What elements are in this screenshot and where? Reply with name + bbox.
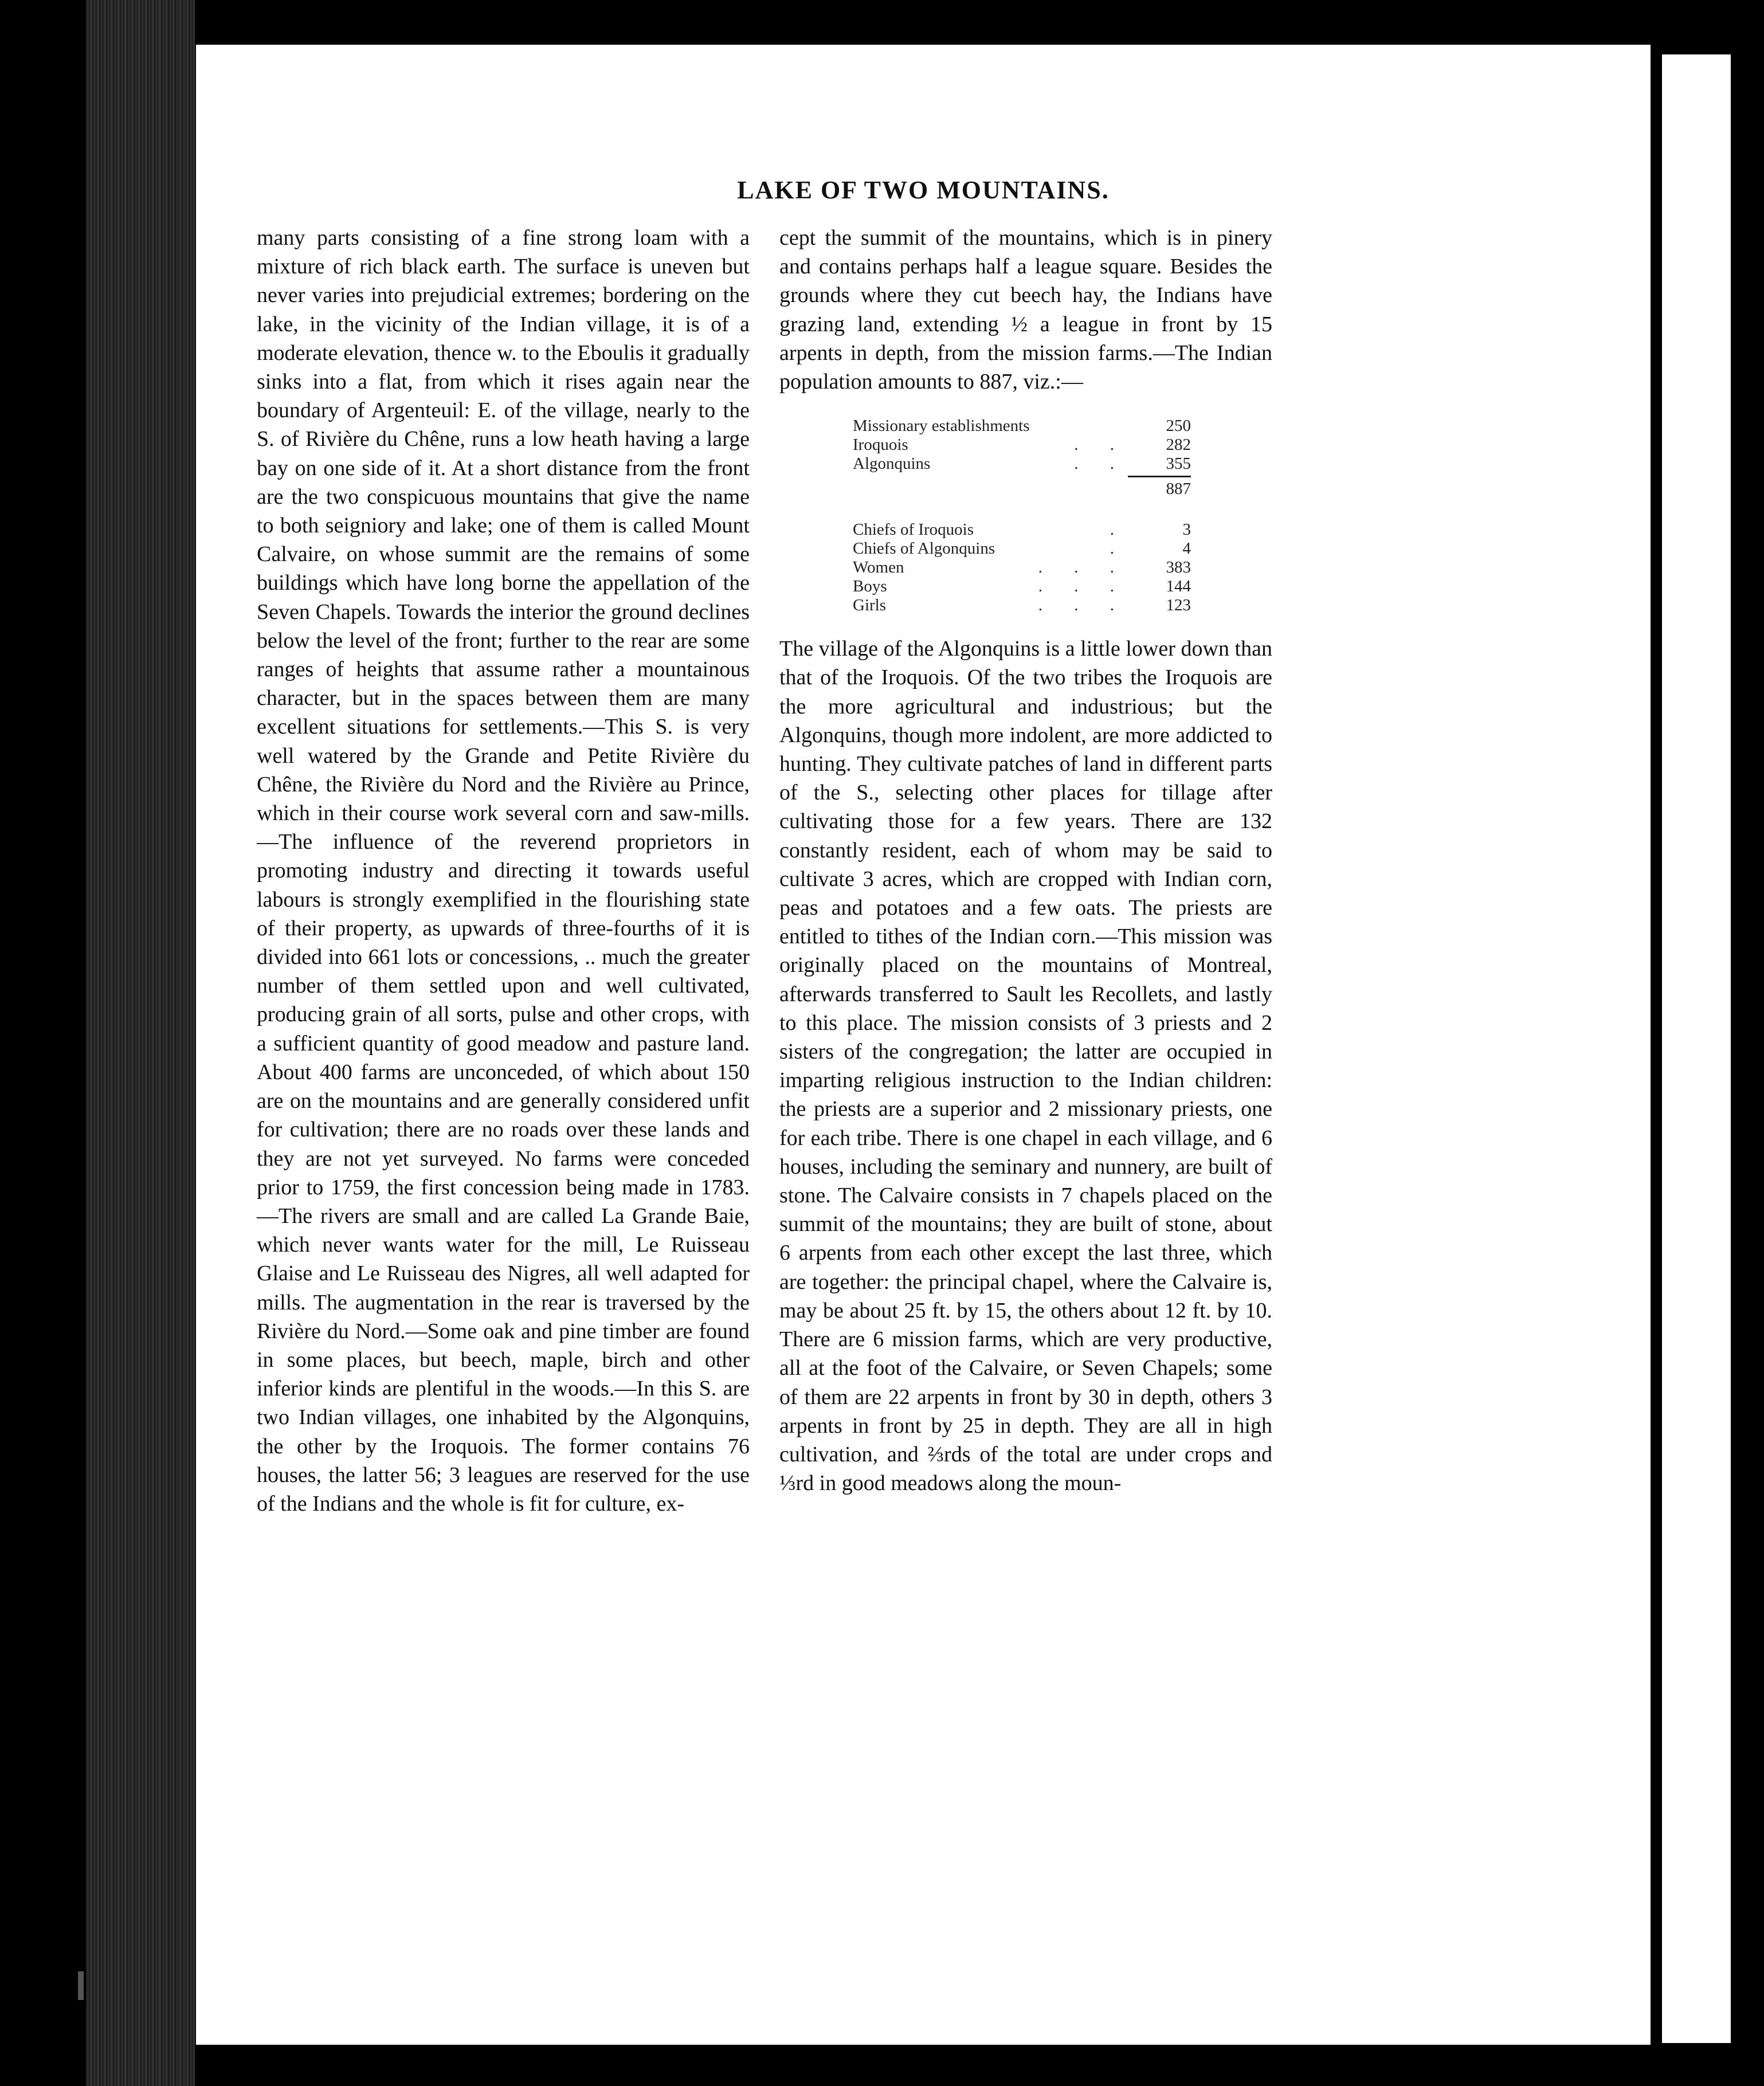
row-label: Algonquins xyxy=(853,454,931,473)
table-row xyxy=(853,577,1191,596)
table-row xyxy=(853,417,1191,436)
table-row xyxy=(853,596,1191,615)
row-value: 4 xyxy=(1182,539,1191,558)
row-label: Chiefs of Algonquins xyxy=(853,539,995,558)
sum-rule xyxy=(1128,476,1191,477)
table-row xyxy=(853,520,1191,539)
next-page-edge xyxy=(1662,54,1731,2043)
right-text-column xyxy=(779,223,1272,1497)
row-value: 123 xyxy=(1166,596,1191,615)
row-value: 3 xyxy=(1182,520,1191,539)
leader-dots: . . xyxy=(1074,454,1128,473)
paragraph: The village of the Algonquins is a little lower down than that of the Iroquois. Of the two tribes the Iroquois are the more agricultural and industrious; but the Algonquins, though more indolent, are more addicted to hunting. They cultivate patches of land in different parts of the S., selecting other places for tillage after cultivating those for a few years. There are 132 constantly resident, each of whom may be said to cultivate 3 acres, which are cropped with Indian corn, peas and potatoes and a few oats. The priests are entitled to tithes of the Indian corn.—This mission was originally placed on the mountains of Montreal, afterwards transferred to Sault les Recollets, and lastly to this place. The mission consists of 3 priests and 2 sisters of the congregation; the latter are occupied in imparting religious instruction to the Indian children: the priests are a superior and 2 missionary priests, one for each tribe. There is one chapel in each village, and 6 houses, including the seminary and nunnery, are built of stone. The Calvaire consists in 7 chapels placed on the summit of the mountains; they are built of stone, about 6 arpents from each other except the last three, which are together: the principal chapel, where the Calvaire is, may be about 25 ft. by 15, the others about 12 ft. by 10. There are 6 mission farms, which are very productive, all at the foot of the Calvaire, or Seven Chapels; some of them are 22 arpents in front by 30 in depth, others 3 arpents in front by 25 in depth. They are all in high cultivation, and ⅔rds of the total are under crops and ⅓rd in good meadows along the moun- xyxy=(779,637,1272,1496)
book-binding-edge xyxy=(86,0,195,2086)
leader-dots: . . . xyxy=(1038,577,1128,596)
table-row xyxy=(853,558,1191,577)
total-value: 887 xyxy=(1166,480,1191,499)
row-label: Women xyxy=(853,558,904,577)
running-head: LAKE OF TWO MOUNTAINS. xyxy=(737,176,1110,204)
row-label: Boys xyxy=(853,577,887,596)
leader-dots: . xyxy=(1110,520,1128,539)
leader-dots: . xyxy=(1110,539,1128,558)
table-row xyxy=(853,436,1191,454)
table-total-row xyxy=(853,480,1191,499)
population-table xyxy=(853,417,1272,615)
row-label: Missionary establishments xyxy=(853,417,1030,436)
leader-dots: . . xyxy=(1074,436,1128,454)
leader-dots: . . . xyxy=(1038,558,1128,577)
table-row xyxy=(853,539,1191,558)
paragraph: many parts consisting of a fine strong loam with a mixture of rich black earth. The surface is uneven but never varies into prejudicial extremes; bordering on the lake, in the vicinity of the Indian village, it is of a moderate elevation, thence w. to the Eboulis it gradually sinks into a flat, from which it rises again near the boundary of Argenteuil: E. of the village, nearly to the S. of Rivière du Chêne, runs a low heath having a large bay on one side of it. At a short distance from the front are the two conspicuous mountains that give the name to both seigniory and lake; one of them is called Mount Calvaire, on whose summit are the remains of some buildings which have long borne the appellation of the Seven Chapels. Towards the interior the ground declines below the level of the front; further to the rear are some ranges of heights that assume rather a mountainous character, but in the spaces between them are many excellent situations for settlements.—This S. is very well watered by the Grande and Petite Rivière du Chêne, the Rivière du Nord and the Rivière au Prince, which in their course work several corn and saw-mills.—The influence of the reverend proprietors in promoting industry and directing it towards useful labours is strongly exemplified in the flourishing state of their property, as upwards of three-fourths of it is divided into 661 lots or concessions, .. much the greater number of them settled upon and well cultivated, producing grain of all sorts, pulse and other crops, with a sufficient quantity of good meadow and pasture land. About 400 farms are unconceded, of which about 150 are on the mountains and are generally considered unfit for cultivation; there are no roads over these lands and they are not yet surveyed. No farms were conceded prior to 1759, the first concession being made in 1783.—The rivers are small and are called La Grande Baie, which never wants water for the mill, Le Ruisseau Glaise and Le Ruisseau des Nigres, all well adapted for mills. The augmentation in the rear is traversed by the Rivière du Nord.—Some oak and pine timber are found in some places, but beech, maple, birch and other inferior kinds are plentiful in the woods.—In this S. are two Indian villages, one inhabited by the Algonquins, the other by the Iroquois. The former contains 76 houses, the latter 56; 3 leagues are reserved for the use of the Indians and the whole is fit for culture, ex- xyxy=(257,226,750,1516)
row-value: 383 xyxy=(1166,558,1191,577)
row-value: 144 xyxy=(1166,577,1191,596)
paragraph: cept the summit of the mountains, which is in pinery and contains perhaps half a league square. Besides the grounds where they cut beech hay, the Indians have grazing land, extending ½ a league in front by 15 arpents in depth, from the mission farms.—The Indian population amounts to 887, viz.:— xyxy=(779,226,1272,394)
row-label: Girls xyxy=(853,596,886,615)
row-label: Iroquois xyxy=(853,436,908,454)
binding-mark xyxy=(78,1971,84,2000)
table-row xyxy=(853,454,1191,473)
leader-dots: . . . xyxy=(1038,596,1128,615)
left-text-column xyxy=(257,223,750,1518)
row-value: 282 xyxy=(1166,436,1191,454)
row-value: 250 xyxy=(1166,417,1191,436)
row-label: Chiefs of Iroquois xyxy=(853,520,974,539)
row-value: 355 xyxy=(1166,454,1191,473)
